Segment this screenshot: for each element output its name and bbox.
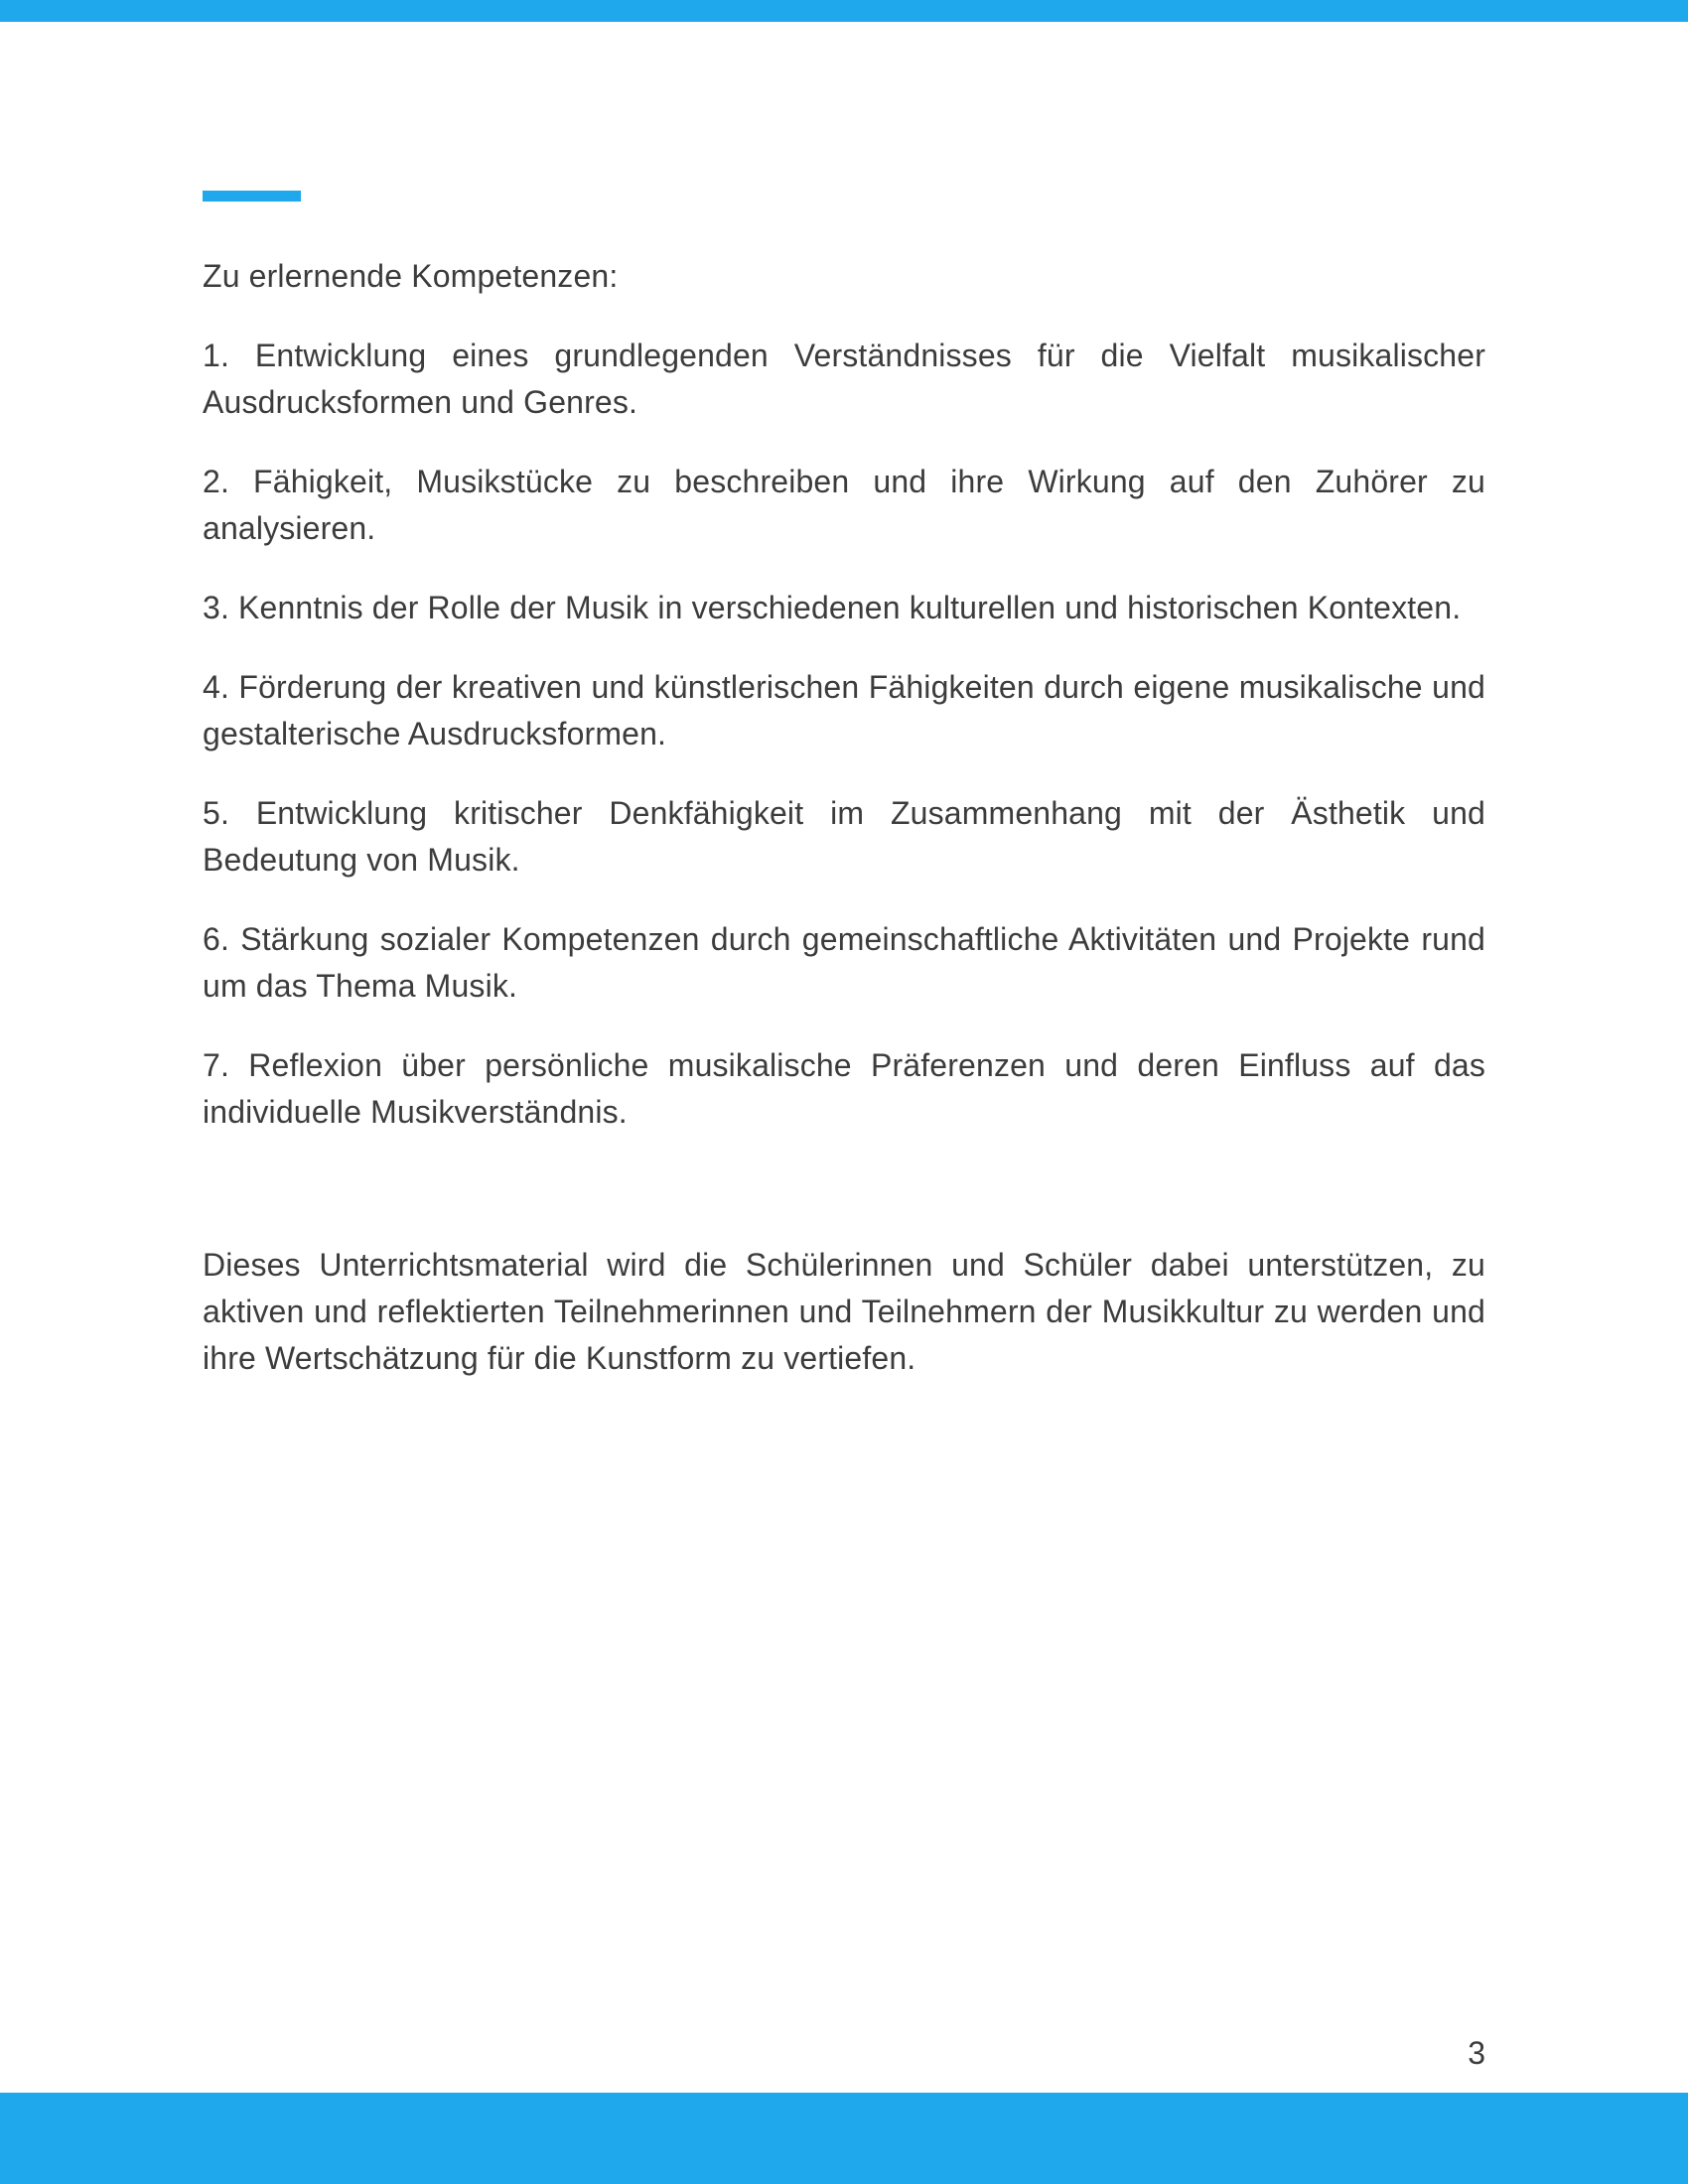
- competency-item: 4. Förderung der kreativen und künstlerischen Fähigkeiten durch eigene musikalische und gestalterische Ausdrucksformen.: [203, 669, 1485, 751]
- competency-item: 6. Stärkung sozialer Kompetenzen durch gemeinschaftliche Aktivitäten und Projekte rund um das Thema Musik.: [203, 921, 1485, 1004]
- competency-item: 1. Entwicklung eines grundlegenden Verständnisses für die Vielfalt musikalischer Ausdrucksformen und Genres.: [203, 338, 1485, 420]
- page-content: [203, 253, 1485, 1382]
- header-bar: [0, 0, 1688, 22]
- closing-paragraph: Dieses Unterrichtsmaterial wird die Schülerinnen und Schüler dabei unterstützen, zu aktiven und reflektierten Teilnehmerinnen und Teilnehmern der Musikkultur zu werden und ihre Wertschätzung für die Kunstform zu vertiefen.: [203, 1247, 1485, 1376]
- competency-item: 2. Fähigkeit, Musikstücke zu beschreiben und ihre Wirkung auf den Zuhörer zu analysieren.: [203, 464, 1485, 546]
- section-heading: Zu erlernende Kompetenzen:: [203, 258, 619, 294]
- footer-bar: [0, 2093, 1688, 2184]
- competency-item: 7. Reflexion über persönliche musikalische Präferenzen und deren Einfluss auf das individuelle Musikverständnis.: [203, 1047, 1485, 1130]
- competency-item: 5. Entwicklung kritischer Denkfähigkeit im Zusammenhang mit der Ästhetik und Bedeutung von Musik.: [203, 795, 1485, 878]
- page-number: 3: [1468, 2035, 1485, 2071]
- competency-item: 3. Kenntnis der Rolle der Musik in verschiedenen kulturellen und historischen Kontexten.: [203, 590, 1462, 625]
- accent-bar: [203, 191, 301, 202]
